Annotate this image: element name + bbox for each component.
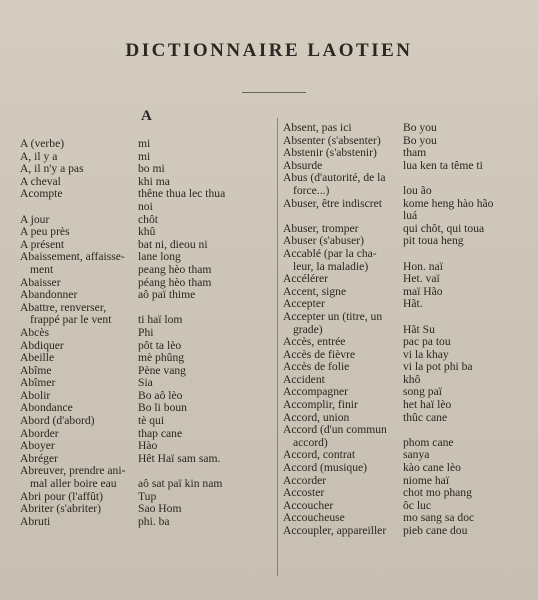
entry-translation: [138, 516, 275, 529]
entry-translation: [138, 302, 275, 327]
translation-line: khô: [403, 372, 421, 386]
term-line: Accélérer: [283, 272, 329, 286]
dictionary-entry: [20, 352, 275, 365]
translation-line: Tup: [138, 489, 157, 503]
dictionary-entry: [20, 163, 275, 176]
translation-line: mi: [138, 149, 151, 163]
term-line: Abaissement, affaisse-: [20, 250, 125, 264]
term-line: Abri pour (l'affût): [20, 489, 104, 503]
translation-line: qui chôt, qui toua: [403, 221, 485, 235]
dictionary-entry: [20, 377, 275, 390]
term-line: Abîmer: [20, 376, 56, 390]
term-line: Acompte: [20, 187, 63, 201]
dictionary-entry: [20, 289, 275, 302]
translation-line: chôt: [138, 212, 158, 226]
entry-translation: [138, 415, 275, 428]
entry-term: [20, 289, 138, 302]
entry-translation: [138, 503, 275, 516]
term-line: [283, 210, 403, 223]
term-line: Abondance: [20, 401, 73, 415]
entry-translation: [403, 160, 533, 173]
entry-term: [283, 487, 403, 500]
dictionary-entry: [283, 424, 533, 449]
translation-line: Pène vang: [138, 363, 186, 377]
translation-line: Hêt Haï sam sam.: [138, 451, 221, 465]
translation-line: thap cane: [138, 426, 183, 440]
entry-translation: [138, 226, 275, 239]
dictionary-entry: [20, 516, 275, 529]
entry-term: [283, 248, 403, 273]
term-line: ment: [30, 262, 54, 276]
dictionary-entry: [20, 415, 275, 428]
column-divider: [277, 118, 278, 576]
term-line: grade): [293, 322, 323, 336]
term-line: Accent, signe: [283, 284, 347, 298]
term-line: Abreuver, prendre ani-: [20, 464, 126, 478]
dictionary-entry: [283, 198, 533, 223]
entry-term: [283, 147, 403, 160]
translation-line: mo sang sa doc: [403, 511, 475, 525]
translation-line: aô sat paï kin nam: [138, 477, 223, 491]
term-line: force...): [293, 183, 330, 197]
entry-term: [20, 516, 138, 529]
term-line: Accoucheuse: [283, 511, 345, 525]
translation-line: Bo you: [403, 133, 437, 147]
title-rule: [242, 92, 306, 93]
dictionary-entry: [283, 147, 533, 160]
entry-translation: [403, 462, 533, 475]
translation-line: Sia: [138, 376, 153, 390]
term-line: Abaisser: [20, 275, 61, 289]
term-line: Absurde: [283, 158, 323, 172]
term-line: Abus (d'autorité, de la: [283, 171, 386, 185]
term-line: A jour: [20, 212, 50, 226]
entry-translation: [403, 298, 533, 311]
term-line: Abuser (s'abuser): [283, 234, 364, 248]
translation-line: ôc luc: [403, 498, 432, 512]
term-line: Absenter (s'absenter): [283, 133, 381, 147]
entry-translation: [403, 172, 533, 197]
term-line: Abattre, renverser,: [20, 300, 107, 314]
term-line: leur, la maladie): [293, 259, 369, 273]
translation-line: bat ni, dieou ni: [138, 237, 208, 251]
term-line: Abuser, être indiscret: [283, 196, 383, 210]
translation-line: Hon. naï: [403, 259, 443, 273]
term-line: Abriter (s'abriter): [20, 502, 101, 516]
dictionary-entry: [283, 273, 533, 286]
translation-line: mè phûng: [138, 351, 185, 365]
translation-line: Hãt Su: [403, 322, 435, 336]
dictionary-entry: [283, 336, 533, 349]
entry-term: [283, 525, 403, 538]
term-line: Abandonner: [20, 288, 78, 302]
right-column: [283, 122, 533, 538]
translation-line: aô paï thime: [138, 288, 196, 302]
term-line: Accoucher: [283, 498, 334, 512]
entry-translation: [403, 336, 533, 349]
entry-translation: [138, 214, 275, 227]
entry-translation: [403, 399, 533, 412]
entry-term: [20, 327, 138, 340]
entry-term: [283, 198, 403, 223]
term-line: A, il n'y a pas: [20, 162, 84, 176]
term-line: A, il y a: [20, 149, 58, 163]
term-line: accord): [293, 435, 328, 449]
term-line: Abréger: [20, 451, 58, 465]
term-line: Accepter: [283, 297, 325, 311]
dictionary-entry: [283, 122, 533, 135]
translation-line: Hãt.: [403, 297, 423, 311]
translation-line: mi: [138, 137, 151, 150]
translation-line: Sao Hom: [138, 502, 182, 516]
translation-line: kào cane lèo: [403, 461, 461, 475]
entry-translation: [138, 251, 275, 276]
term-line: Accident: [283, 372, 325, 386]
entry-term: [283, 424, 403, 449]
entry-term: [283, 172, 403, 197]
entry-translation: [403, 424, 533, 449]
dictionary-entry: [283, 248, 533, 273]
translation-line: luá: [403, 209, 418, 223]
translation-line: vi la khay: [403, 347, 449, 361]
entry-term: [283, 336, 403, 349]
dictionary-entry: [20, 327, 275, 340]
translation-line: [403, 311, 533, 324]
entry-translation: [138, 138, 275, 151]
entry-term: [283, 273, 403, 286]
translation-line: phom cane: [403, 435, 454, 449]
term-line: Accablé (par la cha-: [283, 246, 377, 260]
term-line: Accès de folie: [283, 360, 350, 374]
entry-translation: [138, 289, 275, 302]
entry-translation: [138, 440, 275, 453]
entry-term: [20, 302, 138, 327]
entry-term: [20, 465, 138, 490]
translation-line: [403, 424, 533, 437]
translation-line: pac pa tou: [403, 335, 451, 349]
dictionary-entry: [20, 503, 275, 516]
translation-line: Bo you: [403, 121, 437, 134]
translation-line: het haï lèo: [403, 398, 452, 412]
term-line: Abord (d'abord): [20, 414, 95, 428]
translation-line: Hào: [138, 439, 158, 453]
translation-line: sanya: [403, 448, 430, 462]
entry-translation: [138, 188, 275, 213]
entry-term: [20, 226, 138, 239]
term-line: Accompagner: [283, 385, 349, 399]
dictionary-entry: [283, 525, 533, 538]
translation-line: noi: [138, 199, 153, 213]
term-line: Abruti: [20, 514, 51, 528]
translation-line: maï Hão: [403, 284, 443, 298]
translation-line: Bo li boun: [138, 401, 187, 415]
term-line: Aborder: [20, 426, 59, 440]
dictionary-entry: [20, 188, 275, 213]
term-line: Abolir: [20, 388, 51, 402]
entry-translation: [403, 147, 533, 160]
translation-line: tè qui: [138, 414, 165, 428]
dictionary-entry: [283, 361, 533, 374]
term-line: Accès, entrée: [283, 335, 346, 349]
entry-term: [20, 440, 138, 453]
entry-translation: [138, 377, 275, 390]
page-title: DICTIONNAIRE LAOTIEN: [125, 40, 413, 61]
translation-line: lou ão: [403, 183, 432, 197]
translation-line: pôt ta lèo: [138, 338, 182, 352]
translation-line: vi la pot phi ba: [403, 360, 473, 374]
term-line: Accord, union: [283, 410, 350, 424]
entry-translation: [138, 327, 275, 340]
entry-translation: [138, 465, 275, 490]
dictionary-entry: [20, 251, 275, 276]
dictionary-entry: [283, 399, 533, 412]
translation-line: thêne thua lec thua: [138, 187, 226, 201]
dictionary-entry: [20, 138, 275, 151]
entry-term: [283, 311, 403, 336]
term-line: A (verbe): [20, 137, 65, 150]
entry-term: [283, 122, 403, 135]
translation-line: pit toua heng: [403, 234, 464, 248]
entry-translation: [403, 273, 533, 286]
term-line: Accord (musique): [283, 461, 368, 475]
entry-translation: [138, 428, 275, 441]
translation-line: khi ma: [138, 174, 170, 188]
term-line: A peu près: [20, 225, 70, 239]
entry-term: [20, 415, 138, 428]
translation-line: kome heng hào hão: [403, 196, 494, 210]
entry-translation: [138, 365, 275, 378]
entry-term: [20, 138, 138, 151]
term-line: Accoster: [283, 486, 325, 500]
term-line: A cheval: [20, 174, 61, 188]
translation-line: Bo aô lèo: [138, 388, 183, 402]
translation-line: niome haï: [403, 473, 450, 487]
dictionary-entry: [20, 226, 275, 239]
entry-term: [20, 503, 138, 516]
entry-term: [283, 361, 403, 374]
translation-line: song paï: [403, 385, 442, 399]
dictionary-entry: [283, 311, 533, 336]
term-line: Accepter un (titre, un: [283, 309, 383, 323]
entry-translation: [138, 163, 275, 176]
term-line: Abdiquer: [20, 338, 64, 352]
translation-line: thûc cane: [403, 410, 448, 424]
translation-line: Phi: [138, 325, 154, 339]
translation-line: peang hèo tham: [138, 262, 212, 276]
term-line: Abeille: [20, 351, 55, 365]
entry-term: [20, 352, 138, 365]
term-line: A présent: [20, 237, 65, 251]
translation-line: péang hèo tham: [138, 275, 212, 289]
term-line: Accès de fièvre: [283, 347, 356, 361]
dictionary-entry: [20, 302, 275, 327]
translation-line: [403, 248, 533, 261]
translation-line: lane long: [138, 250, 181, 264]
term-line: Accorder: [283, 473, 327, 487]
term-line: Absent, pas ici: [283, 121, 352, 134]
entry-term: [20, 188, 138, 213]
entry-translation: [403, 248, 533, 273]
entry-translation: [403, 198, 533, 223]
translation-line: phi. ba: [138, 514, 170, 528]
term-line: frappé par le vent: [30, 313, 112, 327]
entry-translation: [403, 235, 533, 248]
term-line: Abstenir (s'abstenir): [283, 146, 377, 160]
entry-translation: [138, 352, 275, 365]
term-line: Abuser, tromper: [283, 221, 359, 235]
dictionary-entry: [283, 172, 533, 197]
translation-line: chot mo phang: [403, 486, 472, 500]
term-line: Abcès: [20, 325, 49, 339]
term-line: Accoupler, appareiller: [283, 524, 387, 537]
dictionary-entry: [283, 462, 533, 475]
section-letter: A: [141, 108, 152, 124]
term-line: Accord, contrat: [283, 448, 356, 462]
translation-line: lua ken ta tême ti: [403, 158, 483, 172]
entry-term: [283, 399, 403, 412]
translation-line: ti haï lom: [138, 313, 183, 327]
entry-term: [283, 462, 403, 475]
entry-translation: [403, 122, 533, 135]
dictionary-entry: [20, 440, 275, 453]
translation-line: pieb cane dou: [403, 524, 468, 537]
dictionary-entry: [283, 487, 533, 500]
dictionary-entry: [20, 465, 275, 490]
translation-line: khû: [138, 225, 156, 239]
term-line: Aboyer: [20, 439, 55, 453]
entry-term: [20, 251, 138, 276]
translation-line: bo mi: [138, 162, 165, 176]
translation-line: tham: [403, 146, 427, 160]
entry-translation: [403, 311, 533, 336]
term-line: [20, 201, 138, 214]
term-line: Abîme: [20, 363, 52, 377]
translation-line: Het. vaï: [403, 272, 440, 286]
entry-translation: [403, 525, 533, 538]
left-column: [20, 138, 275, 528]
entry-translation: [403, 361, 533, 374]
term-line: Accord (d'un commun: [283, 423, 387, 437]
term-line: mal aller boire eau: [30, 477, 117, 491]
entry-translation: [138, 453, 275, 466]
entry-term: [20, 377, 138, 390]
entry-term: [20, 163, 138, 176]
entry-translation: [403, 412, 533, 425]
term-line: Accomplir, finir: [283, 398, 358, 412]
entry-translation: [403, 487, 533, 500]
